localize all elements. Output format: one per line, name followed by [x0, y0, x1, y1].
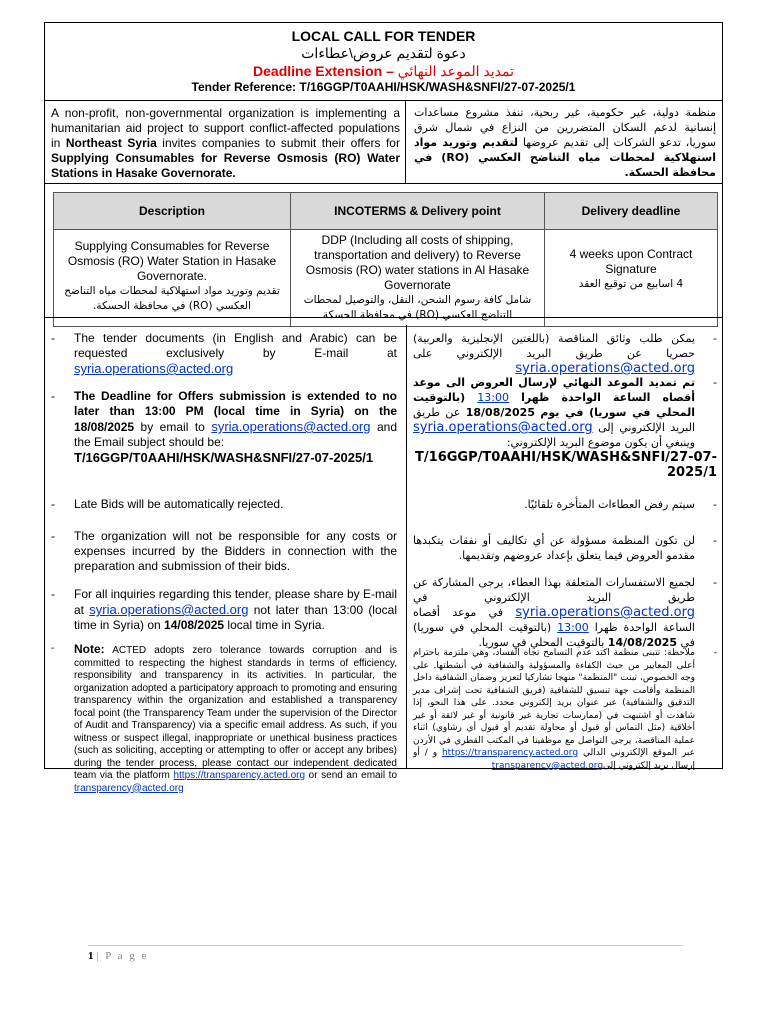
intro-text-ar: منظمة دولية، غير حكومية، غير ربحية، تنفذ مشروع مساعدات إنسانية لدعم السكان المتضررين من النزاع في شمال شرق سوريا، تدعو الشركات إلى تقديم عروضها	[414, 106, 716, 149]
bullet: -	[51, 497, 55, 511]
inquiry-date-ar: 14/08/2025	[607, 636, 678, 649]
list-item	[51, 389, 397, 466]
transparency-email-link[interactable]: transparency@acted.org	[491, 760, 604, 771]
deadline-en: 4 weeks upon Contract Signature	[569, 247, 693, 276]
bullet: -	[713, 332, 717, 345]
list-item	[51, 497, 397, 512]
bullet: -	[713, 498, 717, 511]
intro-arabic	[406, 101, 722, 183]
transparency-link[interactable]: https://transparency.acted.org	[441, 748, 579, 758]
page-title: LOCAL CALL FOR TENDER	[291, 28, 476, 44]
deadline-extension-ar: تمديد الموعد النهائي	[397, 63, 514, 79]
page-label: | P a g e	[96, 950, 149, 962]
item-text-ar: في موعد أقصاه الساعة الواحدة ظهرا	[413, 606, 695, 634]
item-text-ar: لجميع الاستفسارات المتعلقة بهذا العطاء، يرجى المشاركة عن طريق البريد الإلكتروني في	[413, 576, 695, 604]
tender-frame	[44, 22, 723, 794]
description-ar: تقديم وتوريد مواد استهلاكية لمحطات مياه التناضح العكسي (RO) في محافظة الحسكة.	[64, 285, 280, 312]
item-text: not later than 13:00 (local time in Syria) on	[74, 603, 397, 632]
col-delivery-deadline: Delivery deadline	[545, 193, 718, 230]
email-link[interactable]: syria.operations@acted.org	[515, 605, 695, 620]
note-text: or send an email to	[305, 770, 397, 781]
intro-section	[45, 101, 722, 184]
bullet: -	[51, 643, 55, 654]
bullet: -	[713, 648, 717, 658]
inquiry-date: 14/08/2025	[164, 618, 225, 632]
list-item-ar	[413, 575, 717, 650]
page-title-arabic: دعوة لتقديم عروض\عطاءات	[301, 45, 466, 61]
item-text: The organization will not be responsible for any costs or expenses incurred by the Bidders in connection with the preparation and submission of their bids.	[74, 529, 397, 573]
note-item	[51, 643, 397, 795]
items-table-wrapper	[53, 192, 717, 327]
email-subject-ref: T/16GGP/T0AAHI/HSK/WASH&SNFI/27-07-2025/1	[74, 450, 374, 465]
note-label: Note:	[74, 642, 105, 656]
table-row	[54, 230, 718, 327]
deadline-statement-ar: (بالتوقيت المحلي في سوريا) في يوم	[413, 391, 695, 419]
item-text-ar: عن طريق البريد الإلكتروني إلى	[413, 406, 695, 434]
bullet: -	[713, 376, 717, 389]
email-link[interactable]: syria.operations@acted.org	[515, 361, 695, 376]
deadline-extension-heading	[45, 62, 722, 80]
cell-delivery-deadline	[545, 230, 718, 327]
transparency-link[interactable]: https://transparency.acted.org	[173, 770, 306, 781]
incoterms-ar: شامل كافة رسوم الشحن، النقل، والتوصيل لمحطات التناضح العكسي (RO) في محافظة الحسكة	[303, 294, 532, 321]
item-text-ar: يمكن طلب وثائق المناقصة (باللغتين الإنجليزية والعربية) حصريا عن طريق البريد الإلكتروني على	[413, 332, 695, 360]
email-subject-ref-ar: T/16GGP/T0AAHI/HSK/WASH&SNFI/27-07-2025/1	[415, 450, 717, 480]
tender-header	[45, 23, 722, 101]
tender-reference: Tender Reference: T/16GGP/T0AAHI/HSK/WASH&SNFI/27-07-2025/1	[191, 80, 576, 94]
intro-location: Northeast Syria	[65, 136, 157, 150]
intro-english	[45, 101, 406, 183]
list-item-ar	[413, 331, 717, 376]
email-link[interactable]: syria.operations@acted.org	[413, 420, 593, 435]
inquiry-time: 13:00	[557, 621, 589, 634]
bullet: -	[51, 389, 55, 403]
email-link[interactable]: syria.operations@acted.org	[74, 361, 234, 376]
item-text-ar: لن تكون المنظمة مسؤولة عن أي تكاليف أو نفقات يتكبدها مقدمو العروض فيما يتعلق بإعداد عروضهم وتقديمها.	[413, 534, 695, 562]
item-text-ar: بالتوقيت المحلي في سوريا.	[478, 636, 608, 649]
intro-subject-ar: لتقديم وتوريد مواد استهلاكية لمحطات مياه التناضح العكسي (RO) في محافظة الحسكة.	[414, 136, 716, 179]
divider	[45, 317, 722, 318]
footer-rule	[88, 945, 683, 946]
page-number	[88, 950, 148, 962]
item-text: The tender documents (in English and Arabic) can be requested exclusively by E-mail at	[74, 331, 397, 360]
list-item	[51, 331, 397, 377]
terms-section	[45, 325, 722, 794]
note-text-ar: ملاحظة: تتبنى منظمة اكتد عدم التسامح تجاه الفساد، وهي ملتزمة باحترام أعلى المعايير من حيث الكفاءة والمسؤولية والشفافية في أنشطتها. على وجه الخصوص، تبنت "المنظمة" منهجا تشاركيا لتعزيز وضمان الشفافية داخل المنظمة وأقامت جهة تنسيق للشفافية (فريق الشفافية تحت إشراف مدير التدقيق والشفافية) عبر عنوان بريد إلكتروني محدد. على هذا النحو، إذا شاهدت أو اشتبهت في (ممارسات تجارية غير قانونية أو غير لائقة أو غير أخلاقية (مثل التماس أو قبول أو محاولة تقديم أو قبول أي رشاوي) اثناء عملية المناقصة، يرجى التواصل مع موظفينا في المكتب القطري في الأردن عبر الموقع الإلكتروني الدالي	[413, 648, 695, 758]
item-text: local time in Syria.	[224, 618, 325, 632]
item-text: For all inquiries regarding this tender, please share by E-mail at	[74, 587, 397, 617]
col-description: Description	[54, 193, 291, 230]
bullet: -	[713, 534, 717, 547]
bullet: -	[51, 529, 55, 543]
note-text: ACTED adopts zero tolerance towards corruption and is committed to respecting the highest standards in terms of efficiency, responsibility and transparency in its activities. In particular, the organization adopted a participatory approach to promoting and ensuring transparency within the organization and established a transparency focal point (the Transparency Team under the supervision of the Director of Audit and Transparency) via a specific email address. As such, if you witness or suspect illegal, inappropriate or unethical business practices (such as soliciting, accepting or attempting to offer or accept any bribes) during the tender process, please contact our independent dedicated team via the platform	[74, 645, 397, 781]
item-text: and the Email subject should be:	[74, 420, 397, 449]
bullet: -	[51, 587, 55, 601]
col-incoterms: INCOTERMS & Delivery point	[291, 193, 545, 230]
intro-text: invites companies to submit their offers for	[156, 136, 400, 150]
item-text-ar: سيتم رفض العطاءات المتأخرة تلقائيًا.	[524, 498, 695, 511]
transparency-email-link[interactable]: transparency@acted.org	[74, 782, 184, 794]
deadline-date: 18/08/2025	[465, 406, 535, 419]
column-divider	[406, 325, 407, 768]
bullet: -	[713, 576, 717, 589]
item-text: Late Bids will be automatically rejected.	[74, 497, 284, 511]
list-item-ar	[413, 497, 717, 512]
items-table	[53, 192, 718, 327]
intro-subject: Supplying Consumables for Reverse Osmosis (RO) Water Stations in Hasake Governorate.	[51, 151, 400, 180]
list-item-ar	[413, 533, 717, 563]
cell-description	[54, 230, 291, 327]
deadline-ar: 4 اسابيع من توقيع العقد	[578, 278, 684, 290]
deadline-statement-ar: تم تمديد الموعد النهائي لإرسال العروض الى موعد أقصاه الساعة الواحدة ظهرا	[413, 376, 695, 404]
page-number-value: 1	[88, 950, 94, 962]
bullet: -	[51, 331, 55, 345]
item-text-ar: وينبغي أن يكون موضوع البريد الإلكتروني:	[506, 436, 695, 449]
deadline-time: 13:00	[477, 391, 509, 404]
item-text: by email to	[134, 420, 212, 434]
email-link[interactable]: syria.operations@acted.org	[89, 602, 249, 617]
list-item-ar	[413, 375, 717, 480]
table-header-row	[54, 193, 718, 230]
list-item	[51, 529, 397, 574]
list-item	[51, 587, 397, 633]
email-link[interactable]: syria.operations@acted.org	[211, 419, 371, 434]
deadline-statement: The Deadline for Offers submission is extended to no later than 13:00 PM (local time in Syria) on the 18/08/2025	[74, 389, 397, 434]
item-text-ar: (بالتوقيت المحلي في سوريا) في	[413, 621, 695, 649]
note-text-ar: و / أو إرسال بريد إلكتروني إلى	[413, 748, 695, 771]
incoterms-en: DDP (Including all costs of shipping, transportation and delivery) to Reverse Osmosis (RO) water stations in Al Hasake Governorate	[305, 233, 530, 292]
note-item-ar	[413, 647, 717, 772]
deadline-extension-en: Deadline Extension –	[253, 63, 394, 79]
intro-text: A non-profit, non-governmental organization is implementing a humanitarian aid project to support conflict-affected populations in	[51, 106, 400, 150]
cell-incoterms	[291, 230, 545, 327]
description-en: Supplying Consumables for Reverse Osmosis (RO) Water Station in Hasake Governorate.	[67, 239, 277, 283]
